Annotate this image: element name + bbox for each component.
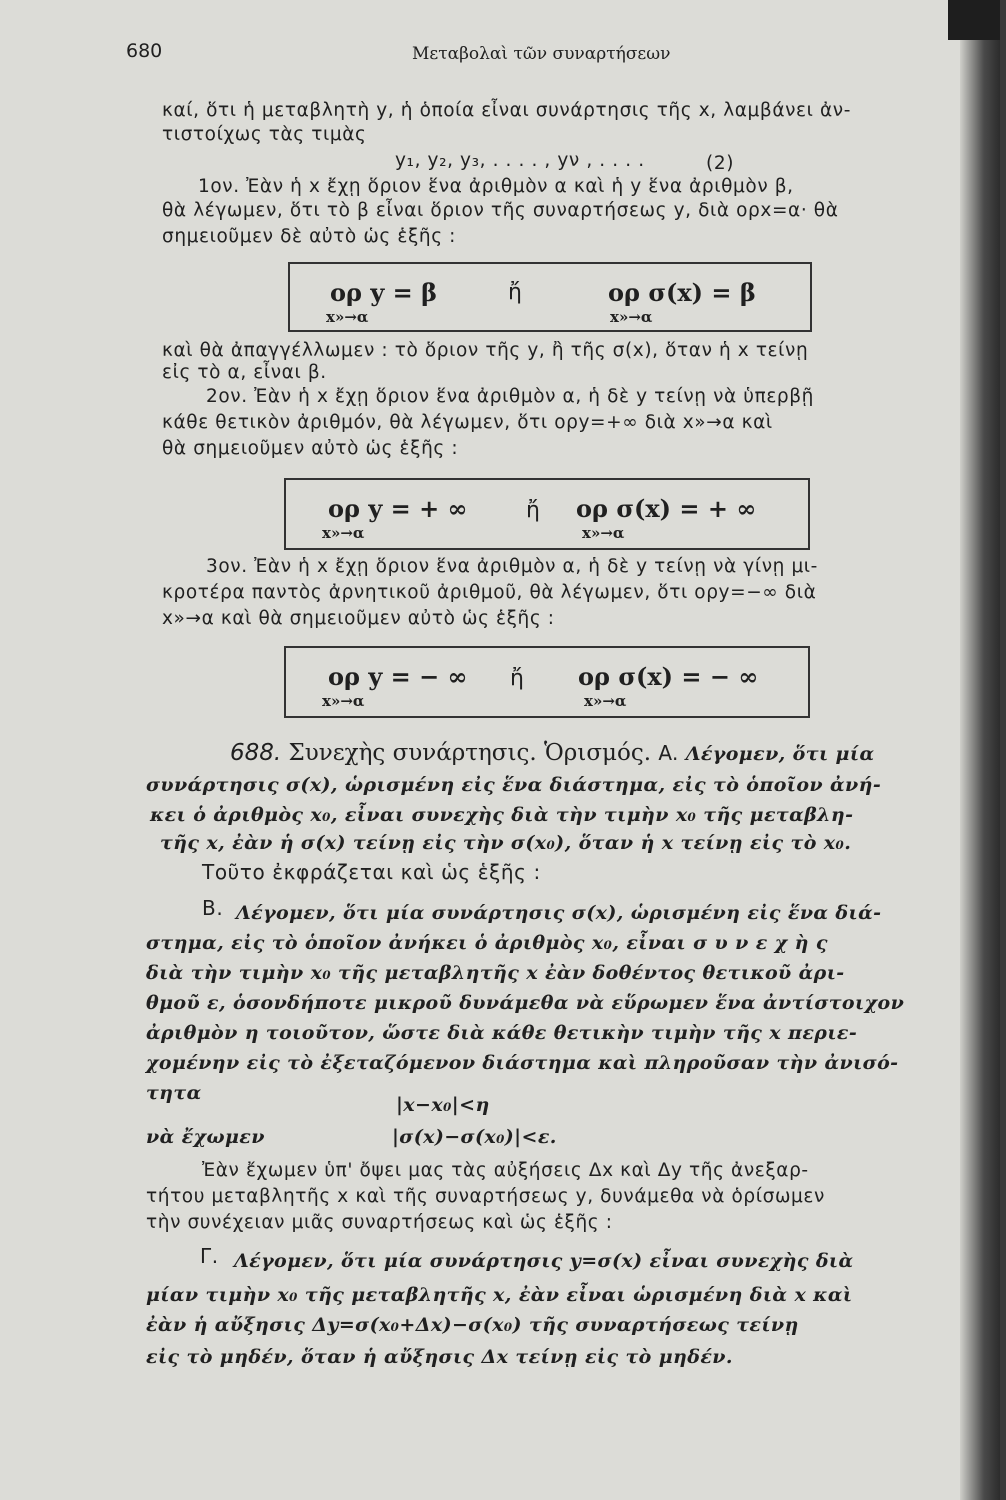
part-b-line: νὰ ἔχωμεν bbox=[146, 1126, 265, 1148]
section-title: Συνεχὴς συνάρτησις. Ὁρισμός. bbox=[288, 740, 652, 766]
part-b-line: στημα, εἰς τὸ ὁποῖον ἀνήκει ὁ ἀριθμὸς x₀, εἶναι σ υ ν ε χ ὴ ς bbox=[146, 932, 828, 954]
text-line: τὴν συνέχειαν μιᾶς συναρτήσεως καὶ ὡς ἑξῆς : bbox=[146, 1212, 613, 1233]
formula-left-sub: x»→α bbox=[326, 308, 369, 326]
formula-or: ἤ bbox=[510, 666, 524, 691]
page-edge-shadow bbox=[960, 0, 1000, 1500]
case2-line: θὰ σημειοῦμεν αὐτὸ ὡς ἑξῆς : bbox=[162, 438, 459, 459]
equation-number: (2) bbox=[706, 153, 735, 174]
text-line: καί, ὅτι ἡ μεταβλητὴ y, ἡ ὁποία εἶναι συνάρτησις τῆς x, λαμβάνει ἀν- bbox=[162, 100, 851, 121]
part-g-line: Λέγομεν, ὅτι μία συνάρτησις y=σ(x) εἶναι συνεχὴς διὰ bbox=[234, 1250, 854, 1272]
part-g-line: ἐὰν ἡ αὔξησις Δy=σ(x₀+Δx)−σ(x₀) τῆς συναρτήσεως τείνῃ bbox=[146, 1314, 799, 1336]
text-line: τιστοίχως τὰς τιμὰς bbox=[162, 124, 367, 145]
case3-line: κροτέρα παντὸς ἀρνητικοῦ ἀριθμοῦ, θὰ λέγωμεν, ὅτι ορy=−∞ διὰ bbox=[162, 582, 817, 603]
case3-line: x»→α καὶ θὰ σημειοῦμεν αὐτὸ ὡς ἑξῆς : bbox=[162, 608, 555, 629]
formula-or: ἤ bbox=[508, 280, 522, 305]
part-b-line: χομένην εἰς τὸ ἐξεταζόμενον διάστημα καὶ πληροῦσαν τὴν ἀνισό- bbox=[146, 1052, 899, 1074]
formula-left: ορ y = β bbox=[330, 278, 438, 307]
text-line: Ἐὰν ἔχωμεν ὑπ' ὄψει μας τὰς αὐξήσεις Δx καὶ Δy τῆς ἀνεξαρ- bbox=[202, 1160, 809, 1181]
section-number: 688. bbox=[230, 740, 282, 766]
part-b-label: Β. bbox=[202, 896, 224, 920]
part-b-line: τητα bbox=[146, 1082, 202, 1104]
part-a-line: Τοῦτο ἐκφράζεται καὶ ὡς ἑξῆς : bbox=[202, 860, 541, 884]
scan-corner bbox=[948, 0, 1000, 40]
formula-right: ορ σ(x) = β bbox=[608, 278, 756, 307]
case2-line: 2ον. Ἐὰν ἡ x ἔχῃ ὅριον ἕνα ἀριθμὸν α, ἡ δὲ y τείνῃ νὰ ὑπερβῇ bbox=[206, 386, 815, 407]
formula-box-3 bbox=[284, 646, 810, 718]
case1-line: θὰ λέγωμεν, ὅτι τὸ β εἶναι ὅριον τῆς συναρτήσεως y, διὰ ορx=α· θὰ bbox=[162, 200, 839, 221]
formula-right-sub: x»→α bbox=[584, 692, 627, 710]
formula-left: ορ y = + ∞ bbox=[328, 494, 468, 523]
formula-right: ορ σ(x) = − ∞ bbox=[578, 662, 759, 691]
formula-left-sub: x»→α bbox=[322, 692, 365, 710]
case2-line: κάθε θετικὸν ἀριθμόν, θὰ λέγωμεν, ὅτι ορy=+∞ διὰ x»→α καὶ bbox=[162, 412, 773, 433]
part-a-line: κει ὁ ἀριθμὸς x₀, εἶναι συνεχὴς διὰ τὴν τιμὴν x₀ τῆς μεταβλη- bbox=[150, 804, 854, 826]
formula-left: ορ y = − ∞ bbox=[328, 662, 468, 691]
inequality: |x−x₀|<η bbox=[396, 1094, 490, 1116]
formula-right: ορ σ(x) = + ∞ bbox=[576, 494, 757, 523]
part-a-line: συνάρτησις σ(x), ὡρισμένη εἰς ἕνα διάστημα, εἰς τὸ ὁποῖον ἀνή- bbox=[146, 774, 882, 796]
section-heading bbox=[230, 740, 874, 766]
part-a-line: τῆς x, ἐὰν ἡ σ(x) τείνῃ εἰς τὴν σ(x₀), ὅταν ἡ x τείνῃ εἰς τὸ x₀. bbox=[160, 832, 852, 854]
running-title: Μεταβολαὶ τῶν συναρτήσεων bbox=[412, 44, 671, 64]
part-b-line: Λέγομεν, ὅτι μία συνάρτησις σ(x), ὡρισμένη εἰς ἕνα διά- bbox=[236, 902, 882, 924]
sequence: y₁, y₂, y₃, . . . . , yν , . . . . bbox=[395, 150, 645, 171]
part-a-text: Λέγομεν, ὅτι μία bbox=[685, 743, 875, 765]
formula-right-sub: x»→α bbox=[582, 524, 625, 542]
case1-line: εἰς τὸ α, εἶναι β. bbox=[162, 362, 327, 383]
part-g-line: εἰς τὸ μηδέν, ὅταν ἡ αὔξησις Δx τείνῃ εἰς τὸ μηδέν. bbox=[146, 1346, 733, 1368]
formula-box-2 bbox=[284, 478, 810, 550]
part-b-line: διὰ τὴν τιμὴν x₀ τῆς μεταβλητῆς x ἐὰν δοθέντος θετικοῦ ἀρι- bbox=[146, 962, 845, 984]
part-b-line: θμοῦ ε, ὁσονδήποτε μικροῦ δυνάμεθα νὰ εὕρωμεν ἕνα ἀντίστοιχον bbox=[146, 992, 905, 1014]
case1-line: σημειοῦμεν δὲ αὐτὸ ὡς ἑξῆς : bbox=[162, 226, 456, 247]
text-line: τήτου μεταβλητῆς x καὶ τῆς συναρτήσεως y, δυνάμεθα νὰ ὁρίσωμεν bbox=[146, 1186, 825, 1207]
part-g-label: Γ. bbox=[200, 1244, 219, 1268]
formula-or: ἤ bbox=[526, 498, 540, 523]
formula-right-sub: x»→α bbox=[610, 308, 653, 326]
page-number: 680 bbox=[126, 40, 163, 62]
formula-left-sub: x»→α bbox=[322, 524, 365, 542]
case3-line: 3ον. Ἐὰν ἡ x ἔχῃ ὅριον ἕνα ἀριθμὸν α, ἡ δὲ y τείνῃ νὰ γίνῃ μι- bbox=[206, 556, 818, 577]
part-a-label: Α. bbox=[658, 741, 679, 765]
part-g-line: μίαν τιμὴν x₀ τῆς μεταβλητῆς x, ἐὰν εἶναι ὡρισμένη διὰ x καὶ bbox=[146, 1284, 853, 1306]
inequality: |σ(x)−σ(x₀)|<ε. bbox=[392, 1126, 557, 1148]
formula-box-1 bbox=[288, 262, 812, 332]
part-b-line: ἀριθμὸν η τοιοῦτον, ὥστε διὰ κάθε θετικὴν τιμὴν τῆς x περιε- bbox=[146, 1022, 858, 1044]
case1-line: 1ον. Ἐὰν ἡ x ἔχῃ ὅριον ἕνα ἀριθμὸν α καὶ ἡ y ἕνα ἀριθμὸν β, bbox=[198, 176, 794, 197]
case1-line: καὶ θὰ ἀπαγγέλλωμεν : τὸ ὅριον τῆς y, ἢ τῆς σ(x), ὅταν ἡ x τείνῃ bbox=[162, 340, 809, 361]
